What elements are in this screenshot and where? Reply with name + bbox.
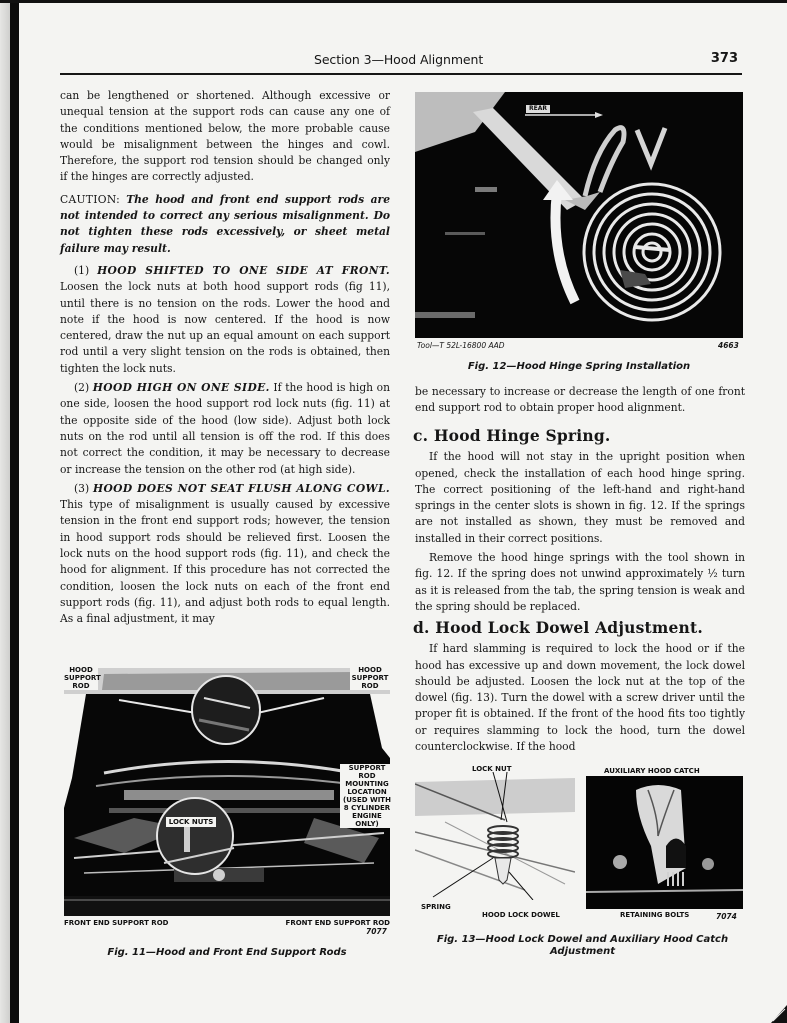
item-text: Loosen the lock nuts at both hood support rods (fig 11), until there is no tension on the rods. Lower the hood and note if the hood is now centered. If the hood is now centered, draw the nut up an equal amount on each support rod until a very slight tension on the rods is obtained, then tighten the lock nuts. (60, 280, 390, 375)
header-rule (60, 73, 742, 75)
section-title: Section 3—Hood Alignment (314, 52, 484, 67)
scan-binding-edge (10, 3, 19, 1023)
procedure-item (60, 481, 390, 628)
label-auxiliary-hood-catch: AUXILIARY HOOD CATCH (604, 767, 700, 775)
label-front-end-support-rod-right: FRONT END SUPPORT ROD (285, 919, 390, 927)
label-lock-nut: LOCK NUT (472, 765, 512, 773)
left-column (60, 88, 390, 631)
item-number: (2) (74, 381, 90, 395)
intro-paragraph: can be lengthened or shortened. Although excessive or unequal tension at the support rods can cause any one of the conditions mentioned below, the more probable cause would be misalignment between the hinges and cowl. Therefore, the support rod tension should be changed only if the hinges are correctly adjusted. (60, 89, 390, 184)
section-c-paragraph: Remove the hood hinge springs with the tool shown in fig. 12. If the spring does not unwind approximately ½ turn as it is released from the tab, the spring tension is weak and the spring should be replaced. (415, 551, 745, 613)
tool-label: Tool—T 52L-16800 AAD (417, 341, 505, 350)
auxiliary-catch-illustration (586, 776, 743, 909)
page-number: 373 (710, 51, 738, 66)
figure-12-photo (415, 92, 743, 338)
section-c-heading: c. Hood Hinge Spring. (413, 426, 611, 445)
item-text: This type of misalignment is usually caused by excessive tension in the front end support rods; however, the tension in hood support rods should be relieved first. Loosen the lock nuts on the hood support rods (fig. 11), and check the hood for alignment. If this procedure has not corrected the condition, loosen the lock nuts on each of the front end support rods (fig. 11), and adjust both rods to equal length. As a final adjustment, it may (60, 498, 390, 626)
section-d-heading: d. Hood Lock Dowel Adjustment. (413, 618, 703, 637)
caution-paragraph (60, 192, 390, 257)
figure-12-caption: Fig. 12—Hood Hinge Spring Installation (467, 361, 691, 372)
item-heading: HOOD SHIFTED TO ONE SIDE AT FRONT. (97, 263, 390, 277)
procedure-item (60, 380, 390, 478)
scan-shadow (0, 3, 10, 1023)
label-support-rod-mounting: SUPPORT ROD MOUNTING LOCATION (USED WITH 8 CYLINDER ENGINE ONLY) (340, 764, 394, 828)
label-hood-support-rod-right: HOOD SUPPORT ROD (351, 666, 389, 690)
figure-13-caption-line2: Adjustment (550, 946, 615, 957)
caution-text: The hood and front end support rods are not intended to correct any serious misalignment. Do not tighten these rods excessively, or sheet metal failure may result. (60, 192, 390, 255)
label-hood-support-rod-left: HOOD SUPPORT ROD (64, 666, 101, 690)
figure-13-dowel-drawing (415, 772, 575, 900)
caution-label: CAUTION: (60, 192, 120, 206)
continuation-paragraph: be necessary to increase or decrease the length of one front end support rod to obtain proper hood alignment. (415, 385, 745, 415)
lock-dowel-illustration (415, 772, 575, 900)
figure-13-catch-photo (586, 776, 743, 909)
label-front-end-support-rod-left: FRONT END SUPPORT ROD (64, 919, 169, 927)
section-c (415, 428, 745, 618)
figure-13-caption-line1: Fig. 13—Hood Lock Dowel and Auxiliary Hood Catch (436, 934, 729, 945)
item-text: If the hood is high on one side, loosen the hood support rod lock nuts (fig. 11) at the opposite side of the hood (low side). Adjust both lock nuts on the rod until all tension is off the rod. If this does not correct the condition, it may be necessary to decrease or increase the tension on the other rod (at high side). (60, 381, 390, 476)
item-number: (3) (74, 481, 90, 495)
section-c-paragraph: If the hood will not stay in the upright position when opened, check the installation of each hood hinge spring. The correct positioning of the left-hand and right-hand springs in the center slots is shown in fig. 12. If the springs are not installed as shown, they must be removed and installed in their correct positions. (415, 450, 745, 545)
item-number: (1) (74, 263, 90, 277)
label-lock-nuts: LOCK NUTS (166, 817, 216, 827)
item-heading: HOOD DOES NOT SEAT FLUSH ALONG COWL. (92, 481, 390, 495)
procedure-item (60, 263, 390, 377)
right-column-continuation (415, 384, 745, 420)
section-d-paragraph: If hard slamming is required to lock the hood or if the hood has excessive up and down movement, the lock dowel should be adjusted. Loosen the lock nut at the top of the dowel (fig. 13). Turn the dowel with a screw driver until the proper fit is obtained. If the front of the hood fits too tightly or requires slamming to lock the hood, turn the dowel counterclockwise. If the hood (415, 642, 745, 754)
figure-11-code: 7077 (366, 927, 387, 936)
rear-tag: REAR (526, 105, 550, 113)
figure-12-code: 4663 (718, 341, 739, 350)
label-spring: SPRING (421, 903, 451, 911)
figure-11-caption: Fig. 11—Hood and Front End Support Rods (107, 947, 347, 958)
scan-top-edge (0, 0, 787, 3)
page-corner-mark (765, 995, 787, 1023)
section-d (415, 620, 745, 758)
item-heading: HOOD HIGH ON ONE SIDE. (92, 381, 270, 395)
label-retaining-bolts: RETAINING BOLTS (620, 911, 690, 919)
figure-13-code: 7074 (716, 912, 737, 921)
hinge-spring-illustration (415, 92, 743, 338)
page-header (60, 50, 742, 72)
label-hood-lock-dowel: HOOD LOCK DOWEL (482, 911, 560, 919)
